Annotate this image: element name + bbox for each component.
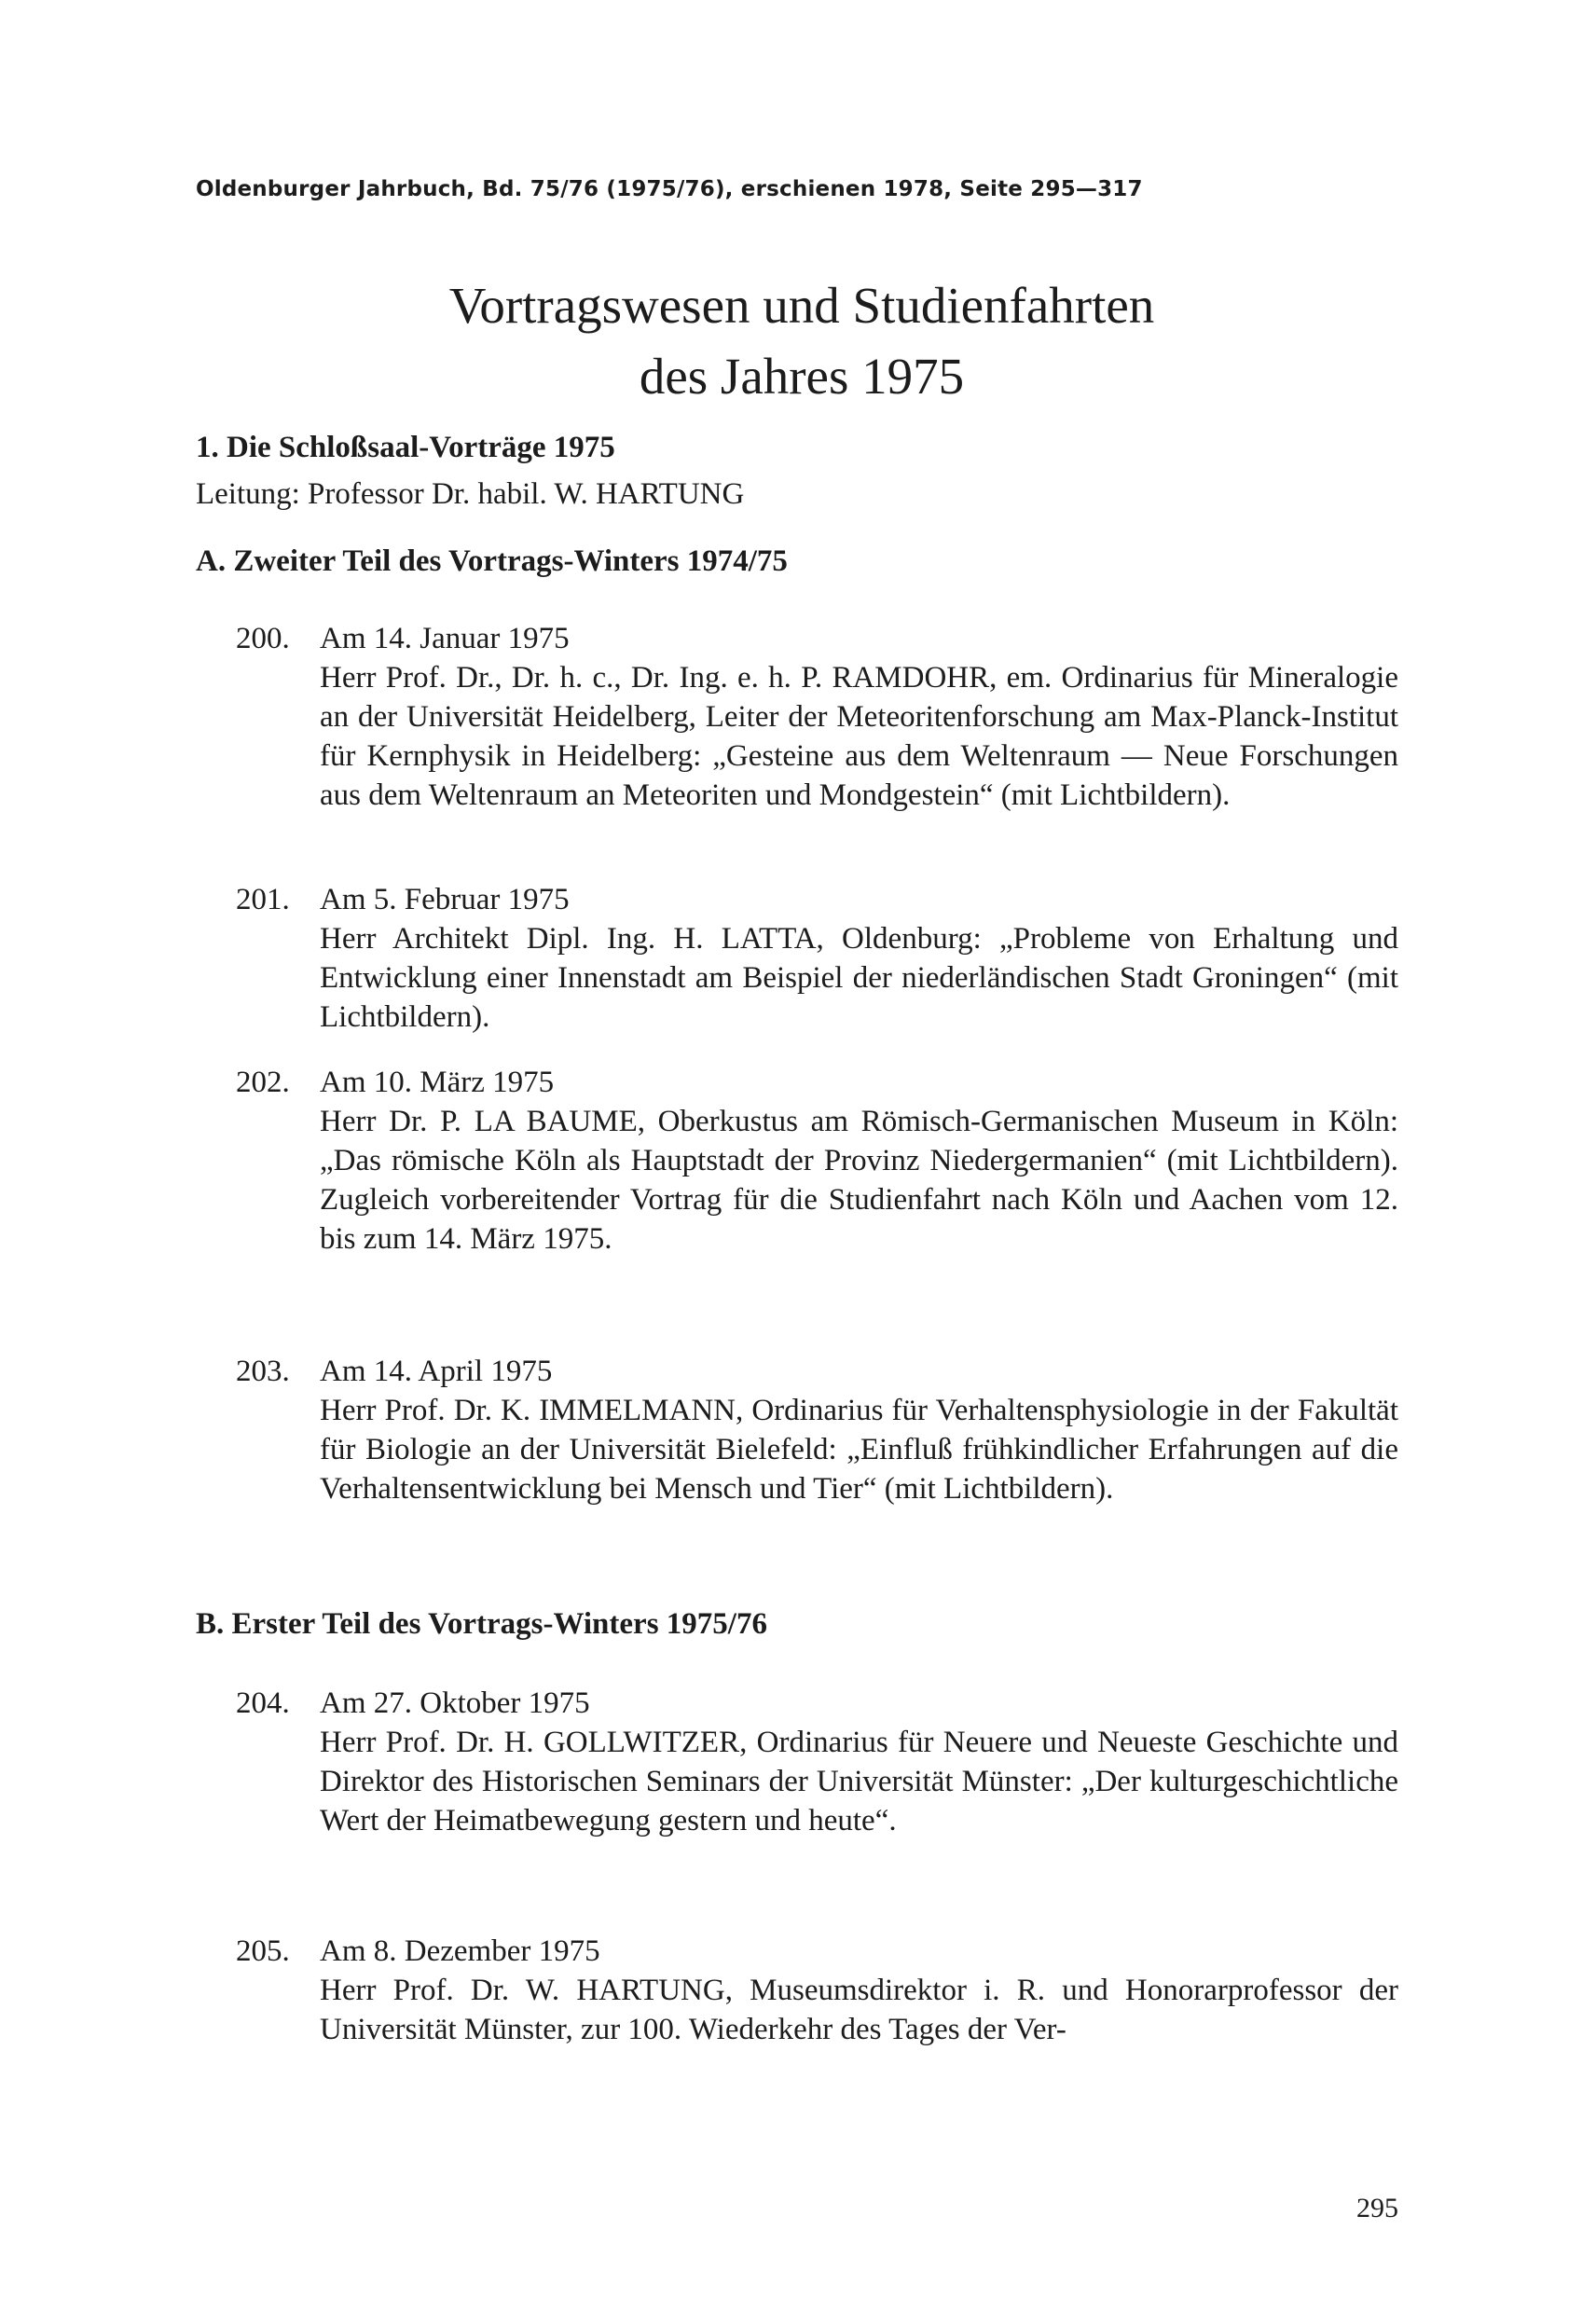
lecture-entry (236, 1352, 1398, 1508)
entry-date: Am 27. Oktober 1975 (320, 1686, 590, 1720)
section-heading: 1. Die Schloßsaal-Vorträge 1975 (196, 431, 615, 464)
page-title (196, 270, 1408, 412)
entry-body (320, 1352, 1398, 1508)
title-line-1: Vortragswesen und Studienfahrten (448, 277, 1155, 334)
entry-date: Am 14. April 1975 (320, 1355, 553, 1388)
entry-number: 200. (236, 622, 290, 655)
page-number: 295 (1356, 2193, 1398, 2223)
entry-number: 203. (236, 1355, 290, 1388)
entry-date: Am 10. März 1975 (320, 1066, 555, 1099)
entry-number: 202. (236, 1066, 290, 1099)
entry-text: Herr Dr. P. LA BAUME, Oberkustus am Römisch-Germanischen Museum in Köln: „Das römische Köln als Hauptstadt der Provinz Niedergermanien“ (mit Lichtbildern). Zugleich vorbereitender Vortrag für die Studienfahrt nach Köln und Aachen vom 12. bis zum 14. März 1975. (320, 1105, 1398, 1256)
entry-text: Herr Prof. Dr., Dr. h. c., Dr. Ing. e. h. P. RAMDOHR, em. Ordinarius für Mineralogie an der Universität Heidelberg, Leiter der Meteoritenforschung am Max-Planck-Institut für Kernphysik in Heidelberg: „Gesteine aus dem Weltenraum — Neue Forschungen aus dem Weltenraum an Meteoriten und Mondgestein“ (mit Lichtbildern). (320, 661, 1398, 812)
entry-date: Am 14. Januar 1975 (320, 622, 570, 655)
leitung-line: Leitung: Professor Dr. habil. W. HARTUNG (196, 477, 745, 511)
lecture-entry (236, 619, 1398, 815)
part-b-heading: B. Erster Teil des Vortrags-Winters 1975/76 (196, 1607, 767, 1641)
title-line-2: des Jahres 1975 (639, 348, 965, 405)
entry-text: Herr Prof. Dr. K. IMMELMANN, Ordinarius für Verhaltensphysiologie in der Fakultät für Biologie an der Universität Bielefeld: „Einfluß frühkindlicher Erfahrungen auf die Verhaltensentwicklung bei Mensch und Tier“ (mit Lichtbildern). (320, 1394, 1398, 1506)
lecture-entry (236, 880, 1398, 1037)
lecture-entry (236, 1063, 1398, 1259)
entry-body (320, 1932, 1398, 2049)
entry-text: Herr Prof. Dr. H. GOLLWITZER, Ordinarius für Neuere und Neueste Geschichte und Direktor des Historischen Seminars der Universität Münster: „Der kulturgeschichtliche Wert der Heimatbewegung gestern und heute“. (320, 1726, 1398, 1837)
entry-date: Am 8. Dezember 1975 (320, 1934, 600, 1968)
entry-body (320, 619, 1398, 815)
entry-date: Am 5. Februar 1975 (320, 883, 570, 916)
entry-text: Herr Prof. Dr. W. HARTUNG, Museumsdirektor i. R. und Honorarprofessor der Universität Münster, zur 100. Wiederkehr des Tages der Ver- (320, 1974, 1398, 2046)
lecture-entry (236, 1684, 1398, 1840)
entry-number: 205. (236, 1934, 290, 1968)
entry-body (320, 1684, 1398, 1840)
entry-number: 204. (236, 1686, 290, 1720)
lecture-entry (236, 1932, 1398, 2049)
part-a-heading: A. Zweiter Teil des Vortrags-Winters 1974/75 (196, 544, 788, 578)
entry-body (320, 880, 1398, 1037)
running-head: Oldenburger Jahrbuch, Bd. 75/76 (1975/76), erschienen 1978, Seite 295—317 (196, 177, 1143, 201)
entry-body (320, 1063, 1398, 1259)
entry-number: 201. (236, 883, 290, 916)
entry-text: Herr Architekt Dipl. Ing. H. LATTA, Oldenburg: „Probleme von Erhaltung und Entwicklung einer Innenstadt am Beispiel der niederländischen Stadt Groningen“ (mit Lichtbildern). (320, 922, 1398, 1034)
